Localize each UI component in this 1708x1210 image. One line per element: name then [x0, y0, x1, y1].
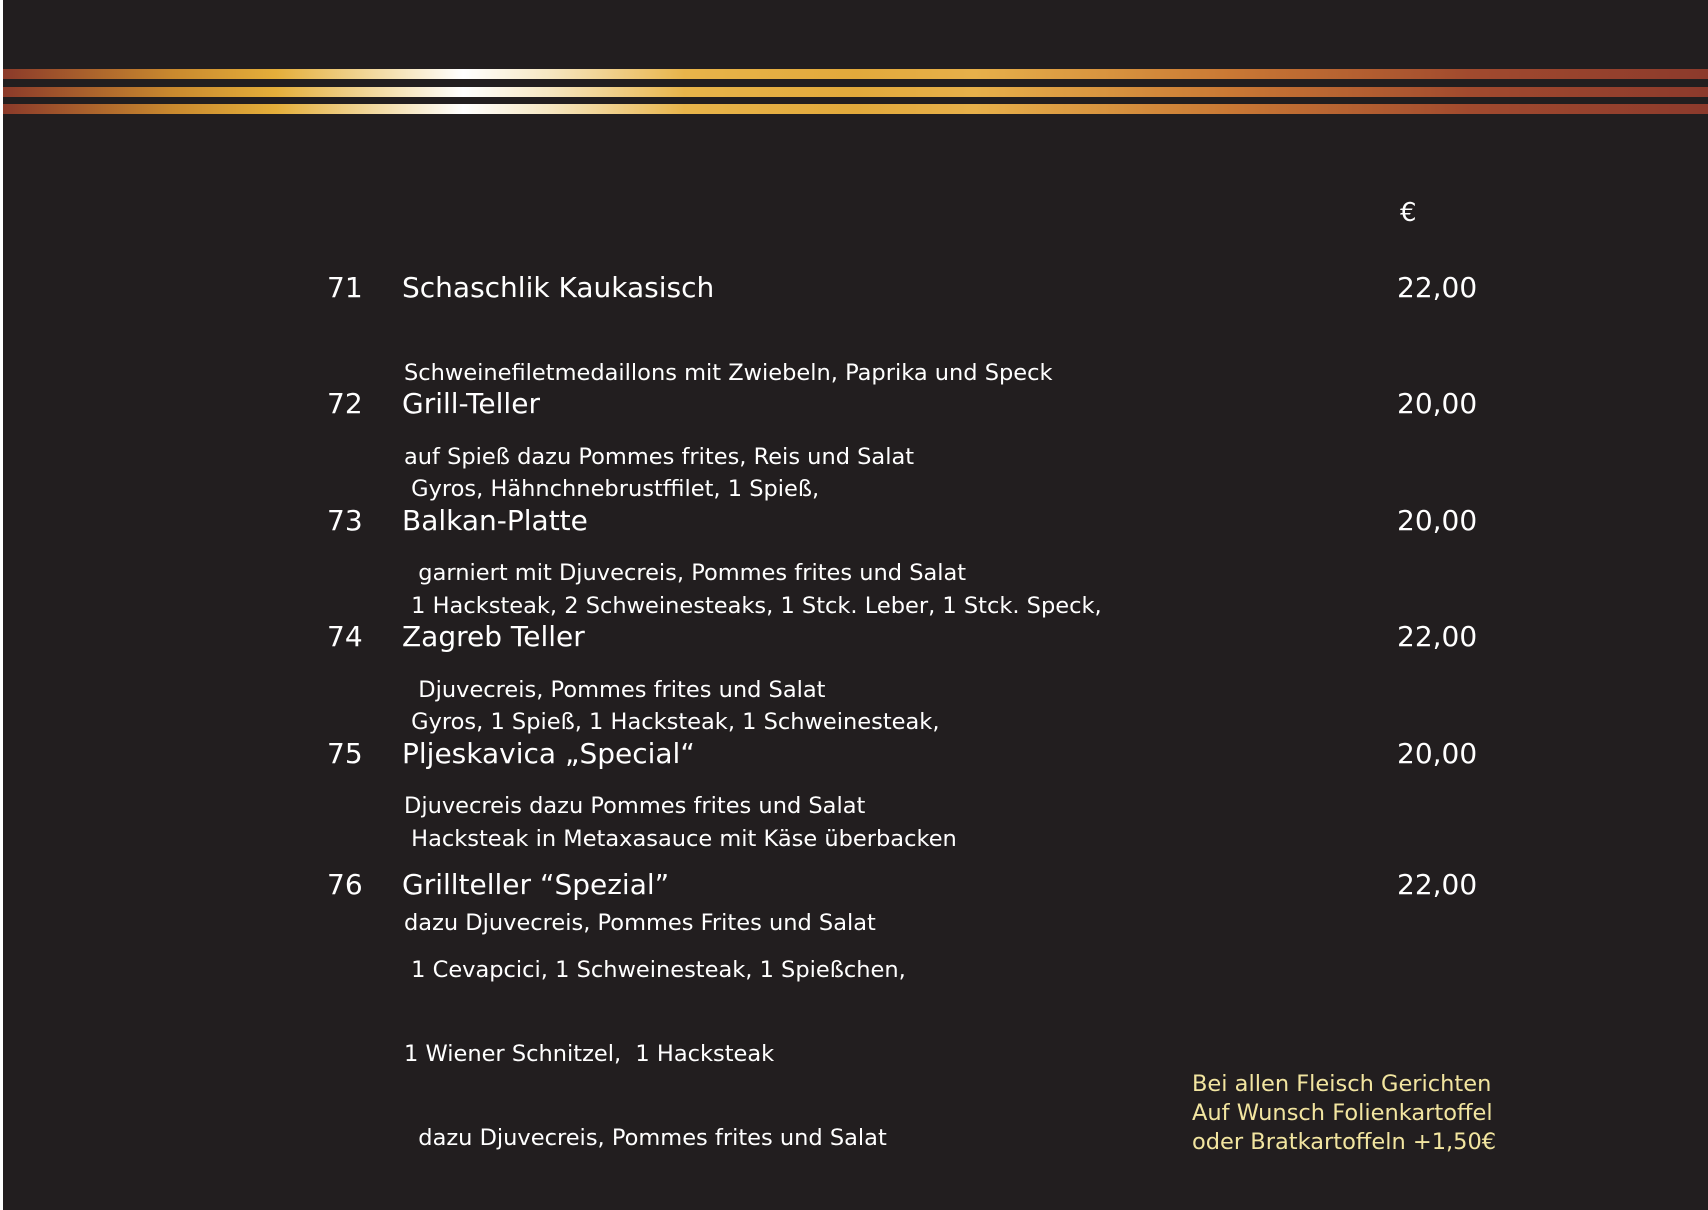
description-line: Hacksteak in Metaxasauce mit Käse überbacken	[404, 826, 957, 852]
description-line: Djuvecreis dazu Pommes frites und Salat	[404, 793, 866, 819]
description-line: 1 Wiener Schnitzel, 1 Hacksteak	[404, 1041, 775, 1067]
item-description	[404, 900, 906, 1208]
description-line: auf Spieß dazu Pommes frites, Reis und Salat	[404, 444, 915, 470]
description-line: 1 Cevapcici, 1 Schweinesteak, 1 Spießchen,	[404, 957, 906, 983]
item-number: 71	[327, 271, 363, 304]
item-name: Grill-Teller	[402, 387, 540, 420]
description-line: garniert mit Djuvecreis, Pommes frites und Salat	[404, 560, 967, 586]
description-line: 1 Hacksteak, 2 Schweinesteaks, 1 Stck. Leber, 1 Stck. Speck,	[404, 593, 1102, 619]
item-number: 75	[327, 737, 363, 770]
item-name: Schaschlik Kaukasisch	[402, 271, 715, 304]
item-price: 20,00	[1397, 737, 1478, 770]
description-line: Schweinefiletmedaillons mit Zwiebeln, Paprika und Speck	[404, 360, 1053, 386]
side-dish-note	[1192, 1070, 1496, 1157]
note-line: oder Bratkartoffeln +1,50€	[1192, 1129, 1497, 1155]
item-price: 22,00	[1397, 271, 1478, 304]
item-price: 20,00	[1397, 387, 1478, 420]
item-name: Grillteller “Spezial”	[402, 868, 670, 901]
description-line: dazu Djuvecreis, Pommes frites und Salat	[404, 1125, 887, 1151]
note-line: Bei allen Fleisch Gerichten	[1192, 1071, 1492, 1097]
item-name: Balkan-Platte	[402, 504, 588, 537]
description-line: Gyros, Hähnchnebrustffilet, 1 Spieß,	[404, 476, 820, 502]
menu-page	[3, 0, 1708, 1210]
item-price: 20,00	[1397, 504, 1478, 537]
item-number: 72	[327, 387, 363, 420]
item-price: 22,00	[1397, 620, 1478, 653]
gold-stripe	[3, 87, 1708, 97]
item-number: 76	[327, 868, 363, 901]
note-line: Auf Wunsch Folienkartoffel	[1192, 1100, 1493, 1126]
description-line: dazu Djuvecreis, Pommes Frites und Salat	[404, 910, 876, 936]
gold-stripe	[3, 69, 1708, 79]
gold-stripe	[3, 104, 1708, 114]
currency-header: €	[1400, 198, 1417, 228]
description-line: Gyros, 1 Spieß, 1 Hacksteak, 1 Schweinesteak,	[404, 709, 940, 735]
item-number: 73	[327, 504, 363, 537]
item-number: 74	[327, 620, 363, 653]
item-name: Zagreb Teller	[402, 620, 585, 653]
description-line: Djuvecreis, Pommes frites und Salat	[404, 677, 826, 703]
item-price: 22,00	[1397, 868, 1478, 901]
item-name: Pljeskavica „Special“	[402, 737, 695, 770]
